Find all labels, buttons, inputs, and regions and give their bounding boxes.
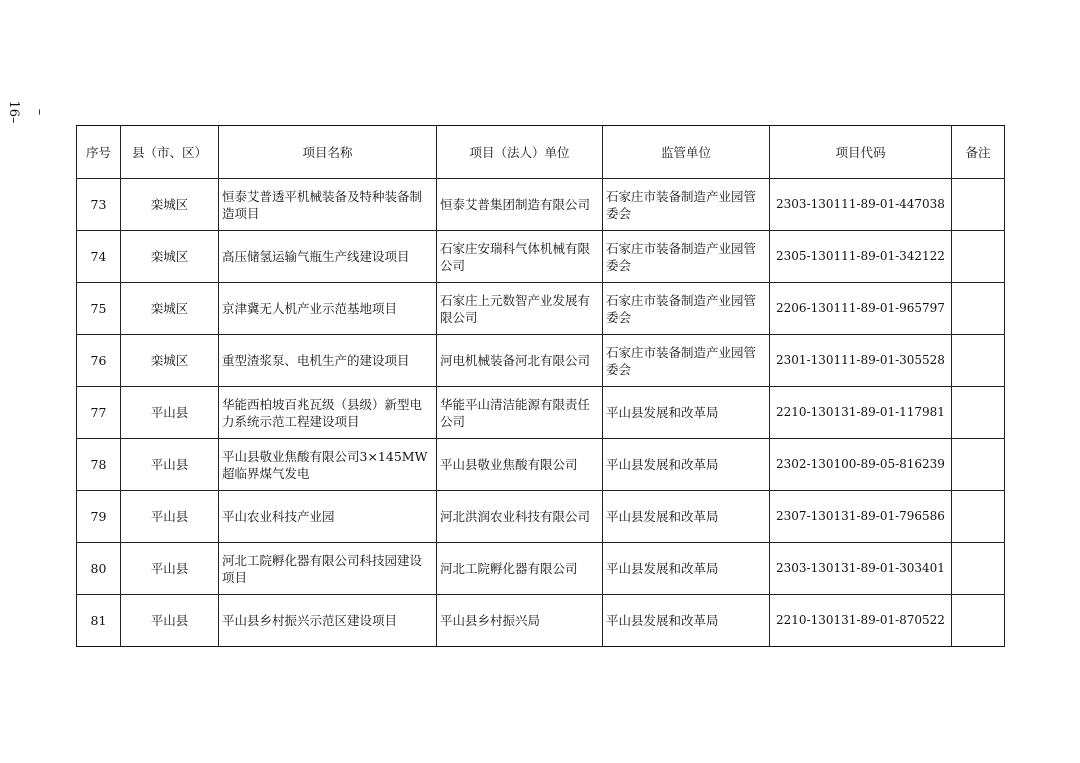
- header-project-code: 项目代码: [770, 126, 952, 179]
- page-number: –16–: [6, 100, 47, 124]
- cell-supervisor: 平山县发展和改革局: [603, 387, 770, 439]
- cell-project-code: 2303-130111-89-01-447038: [770, 179, 952, 231]
- cell-county: 栾城区: [121, 283, 219, 335]
- cell-project-code: 2307-130131-89-01-796586: [770, 491, 952, 543]
- cell-project-name: 华能西柏坡百兆瓦级（县级）新型电力系统示范工程建设项目: [219, 387, 437, 439]
- header-project-name: 项目名称: [219, 126, 437, 179]
- table-row: [77, 335, 1005, 387]
- cell-project-code: 2206-130111-89-01-965797: [770, 283, 952, 335]
- cell-supervisor: 平山县发展和改革局: [603, 491, 770, 543]
- cell-seq: 74: [77, 231, 121, 283]
- cell-county: 平山县: [121, 543, 219, 595]
- table-row: [77, 231, 1005, 283]
- cell-project-name: 京津冀无人机产业示范基地项目: [219, 283, 437, 335]
- cell-project-name: 平山农业科技产业园: [219, 491, 437, 543]
- cell-remark: [952, 335, 1005, 387]
- header-supervisor: 监管单位: [603, 126, 770, 179]
- cell-project-name: 河北工院孵化器有限公司科技园建设项目: [219, 543, 437, 595]
- cell-supervisor: 石家庄市装备制造产业园管委会: [603, 335, 770, 387]
- header-seq: 序号: [77, 126, 121, 179]
- cell-seq: 79: [77, 491, 121, 543]
- cell-seq: 80: [77, 543, 121, 595]
- cell-project-code: 2210-130131-89-01-117981: [770, 387, 952, 439]
- cell-project-name: 高压储氢运输气瓶生产线建设项目: [219, 231, 437, 283]
- cell-legal-unit: 恒泰艾普集团制造有限公司: [437, 179, 603, 231]
- table-header-row: [77, 126, 1005, 179]
- cell-remark: [952, 439, 1005, 491]
- cell-supervisor: 石家庄市装备制造产业园管委会: [603, 283, 770, 335]
- cell-supervisor: 石家庄市装备制造产业园管委会: [603, 179, 770, 231]
- cell-seq: 75: [77, 283, 121, 335]
- table-row: [77, 491, 1005, 543]
- cell-supervisor: 平山县发展和改革局: [603, 439, 770, 491]
- table-row: [77, 439, 1005, 491]
- cell-remark: [952, 543, 1005, 595]
- cell-seq: 77: [77, 387, 121, 439]
- cell-county: 栾城区: [121, 335, 219, 387]
- table-row: [77, 179, 1005, 231]
- cell-seq: 76: [77, 335, 121, 387]
- cell-remark: [952, 179, 1005, 231]
- cell-project-name: 平山县敬业焦酸有限公司3×145MW超临界煤气发电: [219, 439, 437, 491]
- cell-legal-unit: 河北洪润农业科技有限公司: [437, 491, 603, 543]
- cell-project-name: 重型渣浆泵、电机生产的建设项目: [219, 335, 437, 387]
- cell-remark: [952, 387, 1005, 439]
- cell-legal-unit: 石家庄上元数智产业发展有限公司: [437, 283, 603, 335]
- table-row: [77, 595, 1005, 647]
- cell-legal-unit: 华能平山清洁能源有限责任公司: [437, 387, 603, 439]
- cell-supervisor: 平山县发展和改革局: [603, 543, 770, 595]
- cell-seq: 78: [77, 439, 121, 491]
- header-legal-unit: 项目（法人）单位: [437, 126, 603, 179]
- cell-seq: 81: [77, 595, 121, 647]
- cell-county: 平山县: [121, 595, 219, 647]
- cell-supervisor: 石家庄市装备制造产业园管委会: [603, 231, 770, 283]
- cell-seq: 73: [77, 179, 121, 231]
- cell-county: 平山县: [121, 439, 219, 491]
- cell-project-code: 2303-130131-89-01-303401: [770, 543, 952, 595]
- table-row: [77, 387, 1005, 439]
- cell-county: 栾城区: [121, 231, 219, 283]
- cell-project-code: 2302-130100-89-05-816239: [770, 439, 952, 491]
- cell-project-name: 平山县乡村振兴示范区建设项目: [219, 595, 437, 647]
- cell-legal-unit: 平山县乡村振兴局: [437, 595, 603, 647]
- cell-remark: [952, 283, 1005, 335]
- header-remark: 备注: [952, 126, 1005, 179]
- cell-county: 平山县: [121, 491, 219, 543]
- table-row: [77, 283, 1005, 335]
- cell-legal-unit: 平山县敬业焦酸有限公司: [437, 439, 603, 491]
- table-row: [77, 543, 1005, 595]
- cell-remark: [952, 595, 1005, 647]
- cell-county: 栾城区: [121, 179, 219, 231]
- cell-project-code: 2301-130111-89-01-305528: [770, 335, 952, 387]
- cell-remark: [952, 231, 1005, 283]
- cell-remark: [952, 491, 1005, 543]
- cell-project-code: 2210-130131-89-01-870522: [770, 595, 952, 647]
- header-county: 县（市、区）: [121, 126, 219, 179]
- cell-legal-unit: 河电机械装备河北有限公司: [437, 335, 603, 387]
- cell-supervisor: 平山县发展和改革局: [603, 595, 770, 647]
- cell-legal-unit: 石家庄安瑞科气体机械有限公司: [437, 231, 603, 283]
- cell-project-name: 恒泰艾普透平机械装备及特种装备制造项目: [219, 179, 437, 231]
- project-table: [76, 125, 1005, 647]
- cell-project-code: 2305-130111-89-01-342122: [770, 231, 952, 283]
- cell-county: 平山县: [121, 387, 219, 439]
- cell-legal-unit: 河北工院孵化器有限公司: [437, 543, 603, 595]
